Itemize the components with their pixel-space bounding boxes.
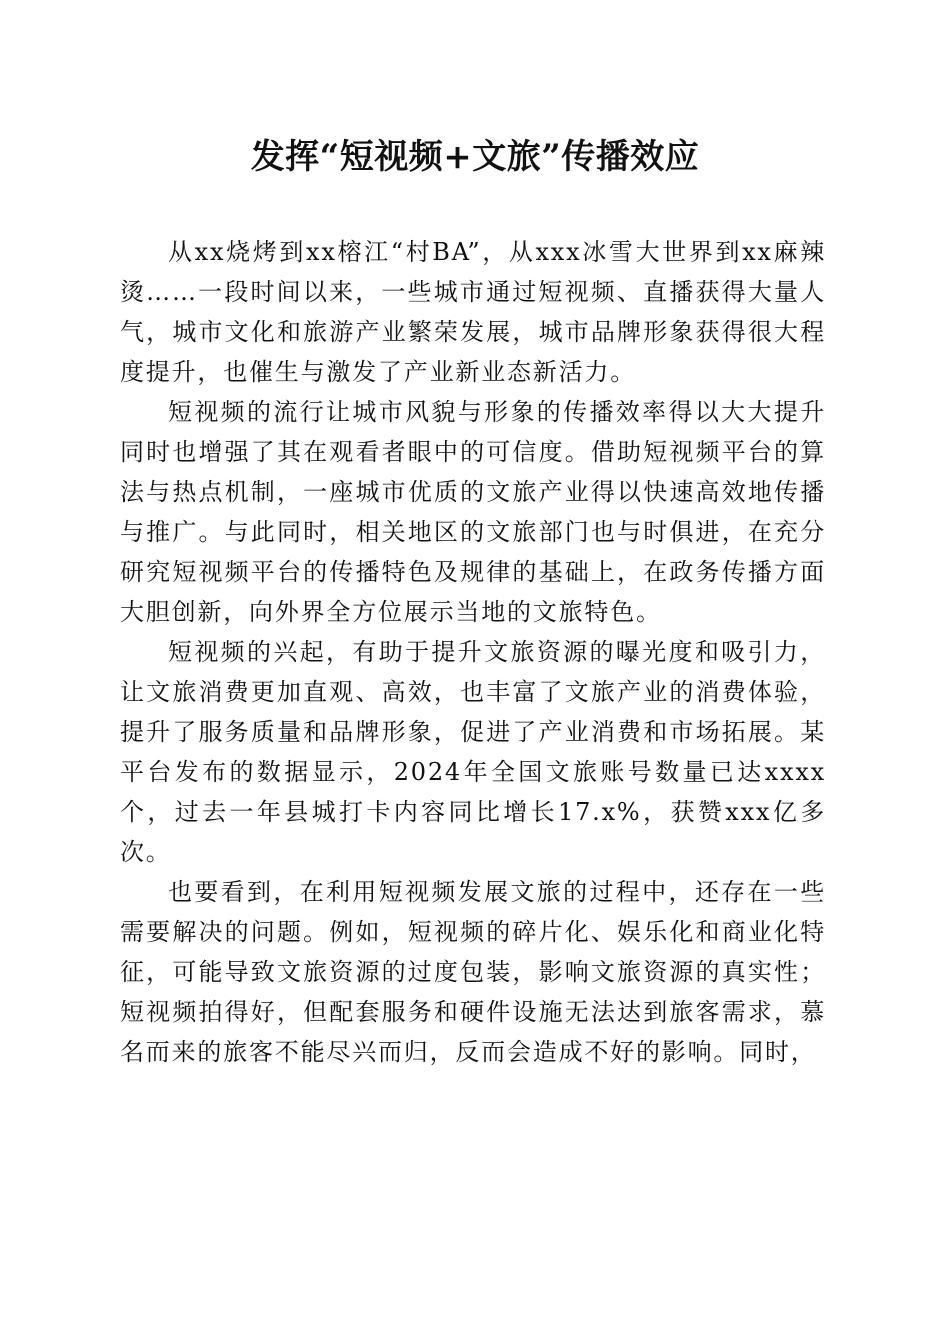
document-body: [120, 232, 826, 1072]
paragraph: 短视频的流行让城市风貌与形象的传播效率得以大大提升同时也增强了其在观看者眼中的可信度。借助短视频平台的算法与热点机制，一座城市优质的文旅产业得以快速高效地传播与推广。与此同时，相关地区的文旅部门也与时俱进，在充分研究短视频平台的传播特色及规律的基础上，在政务传播方面大胆创新，向外界全方位展示当地的文旅特色。: [120, 398, 826, 626]
paragraph: 也要看到，在利用短视频发展文旅的过程中，还存在一些需要解决的问题。例如，短视频的碎片化、娱乐化和商业化特征，可能导致文旅资源的过度包装，影响文旅资源的真实性；短视频拍得好，但配套服务和硬件设施无法达到旅客需求，慕名而来的旅客不能尽兴而归，反而会造成不好的影响。同时，: [120, 878, 826, 1066]
document-title: 发挥“短视频+文旅”传播效应: [250, 137, 700, 177]
paragraph: 短视频的兴起，有助于提升文旅资源的曝光度和吸引力，让文旅消费更加直观、高效，也丰富了文旅产业的消费体验，提升了服务质量和品牌形象，促进了产业消费和市场拓展。某平台发布的数据显示，2024年全国文旅账号数量已达xxxx个，过去一年县城打卡内容同比增长17.x%，获赞xxx亿多次。: [120, 638, 826, 866]
paragraph: 从xx烧烤到xx榕江“村BA”，从xxx冰雪大世界到xx麻辣烫……一段时间以来，一些城市通过短视频、直播获得大量人气，城市文化和旅游产业繁荣发展，城市品牌形象获得很大程度提升，也催生与激发了产业新业态新活力。: [120, 238, 826, 386]
